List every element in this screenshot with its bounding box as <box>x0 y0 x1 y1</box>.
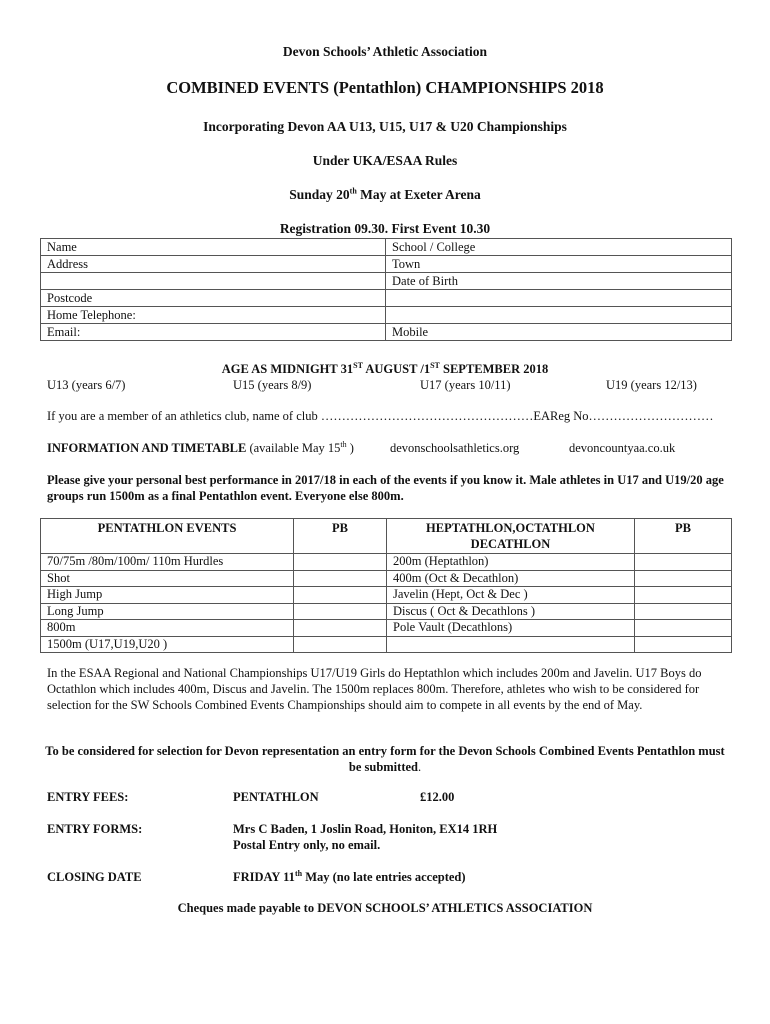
age-heading: AGE AS MIDNIGHT 31ST AUGUST /1ST SEPTEMBER 2018 <box>221 360 549 376</box>
form-cell-mobile[interactable]: Mobile <box>386 324 732 341</box>
page-title: COMBINED EVENTS (Pentathlon) CHAMPIONSHIPS 2018 <box>166 78 604 97</box>
header-pentathlon-events: PENTATHLON EVENTS <box>41 519 294 554</box>
website-county-link[interactable]: devoncountyaa.co.uk <box>569 441 676 455</box>
age-group-u13: U13 (years 6/7) <box>47 378 126 392</box>
table-row <box>41 587 732 604</box>
entry-fees-event: PENTATHLON <box>233 790 319 804</box>
table-row <box>41 554 732 571</box>
info-label: INFORMATION AND TIMETABLE <box>47 441 247 455</box>
event-long-jump: Long Jump <box>41 603 294 620</box>
age-group-u19: U19 (years 12/13) <box>606 378 697 392</box>
entry-forms-address: Mrs C Baden, 1 Joslin Road, Honiton, EX14 1RH <box>233 822 498 836</box>
form-cell-email[interactable]: Email: <box>41 324 386 341</box>
pb-input[interactable] <box>294 636 387 653</box>
event-400m: 400m (Oct & Decathlon) <box>387 570 635 587</box>
personal-details-form <box>40 238 732 341</box>
form-cell-postcode[interactable]: Postcode <box>41 290 386 307</box>
table-row <box>41 620 732 637</box>
entry-forms-note: Postal Entry only, no email. <box>233 838 381 852</box>
form-cell-blank-2[interactable] <box>386 307 732 324</box>
esaa-paragraph: In the ESAA Regional and National Championships U17/U19 Girls do Heptathlon which includes 200m and Javelin. U17 Boys do Octathlon which includes 400m, Discus and Javelin. The 1500m replaces 800m. Therefore, athletes who wish to be considered for selection for the SW Schools Combined Events Championships should aim to compete in all events by the end of May. <box>47 666 702 712</box>
pb-input[interactable] <box>294 587 387 604</box>
form-cell-school[interactable]: School / College <box>386 239 732 256</box>
event-shot: Shot <box>41 570 294 587</box>
age-group-u17: U17 (years 10/11) <box>420 378 511 392</box>
event-200m: 200m (Heptathlon) <box>387 554 635 571</box>
closing-date-label: CLOSING DATE <box>47 870 142 884</box>
age-group-u15: U15 (years 8/9) <box>233 378 312 392</box>
entry-fees-label: ENTRY FEES: <box>47 790 129 804</box>
entry-forms-label: ENTRY FORMS: <box>47 822 143 836</box>
form-cell-blank-1[interactable] <box>386 290 732 307</box>
table-row <box>41 570 732 587</box>
closing-date-value: FRIDAY 11th May (no late entries accepted) <box>233 868 466 884</box>
form-cell-address-cont[interactable] <box>41 273 386 290</box>
pb-input[interactable] <box>635 570 732 587</box>
form-cell-dob[interactable]: Date of Birth <box>386 273 732 290</box>
entry-fees-amount: £12.00 <box>420 790 455 804</box>
form-cell-name[interactable]: Name <box>41 239 386 256</box>
pb-instruction: Please give your personal best performance in 2017/18 in each of the events if you know it. Male athletes in U17 and U19/20 age groups run 1500m as a final Pentathlon event. Everyone else 800m. <box>47 473 724 503</box>
event-1500m: 1500m (U17,U19,U20 ) <box>41 636 294 653</box>
cheques-note: Cheques made payable to DEVON SCHOOLS’ ATHLETICS ASSOCIATION <box>177 901 593 915</box>
org-name: Devon Schools’ Athletic Association <box>282 44 488 59</box>
table-row <box>41 603 732 620</box>
rules-line: Under UKA/ESAA Rules <box>312 153 458 168</box>
pb-input[interactable] <box>635 636 732 653</box>
info-line: INFORMATION AND TIMETABLE (available May 15th ) <box>47 439 354 455</box>
website-schools-link[interactable]: devonschoolsathletics.org <box>390 441 520 455</box>
event-blank <box>387 636 635 653</box>
pb-input[interactable] <box>635 554 732 571</box>
event-date: Sunday 20th May at Exeter Arena <box>289 186 481 202</box>
event-high-jump: High Jump <box>41 587 294 604</box>
header-pb-1: PB <box>294 519 387 554</box>
pb-input[interactable] <box>294 620 387 637</box>
event-800m: 800m <box>41 620 294 637</box>
pb-input[interactable] <box>635 603 732 620</box>
form-cell-home-telephone[interactable]: Home Telephone: <box>41 307 386 324</box>
event-javelin: Javelin (Hept, Oct & Dec ) <box>387 587 635 604</box>
registration-line: Registration 09.30. First Event 10.30 <box>279 221 491 236</box>
pb-input[interactable] <box>294 603 387 620</box>
pb-input[interactable] <box>294 554 387 571</box>
table-row <box>41 636 732 653</box>
club-line: If you are a member of an athletics club, name of club ……………………………………………EAReg No………………………… <box>47 409 714 423</box>
selection-note: To be considered for selection for Devon representation an entry form for the Devon Schools Combined Events Pentathlon must be submitted. <box>45 744 725 774</box>
pb-input[interactable] <box>635 620 732 637</box>
event-pole-vault: Pole Vault (Decathlons) <box>387 620 635 637</box>
header-pb-2: PB <box>635 519 732 554</box>
event-hurdles: 70/75m /80m/100m/ 110m Hurdles <box>41 554 294 571</box>
pb-input[interactable] <box>294 570 387 587</box>
incorporating-line: Incorporating Devon AA U13, U15, U17 & U20 Championships <box>203 119 567 134</box>
form-cell-town[interactable]: Town <box>386 256 732 273</box>
event-discus: Discus ( Oct & Decathlons ) <box>387 603 635 620</box>
header-multi-events: HEPTATHLON,OCTATHLON DECATHLON <box>387 519 635 554</box>
events-table <box>40 518 732 653</box>
form-cell-address[interactable]: Address <box>41 256 386 273</box>
pb-input[interactable] <box>635 587 732 604</box>
